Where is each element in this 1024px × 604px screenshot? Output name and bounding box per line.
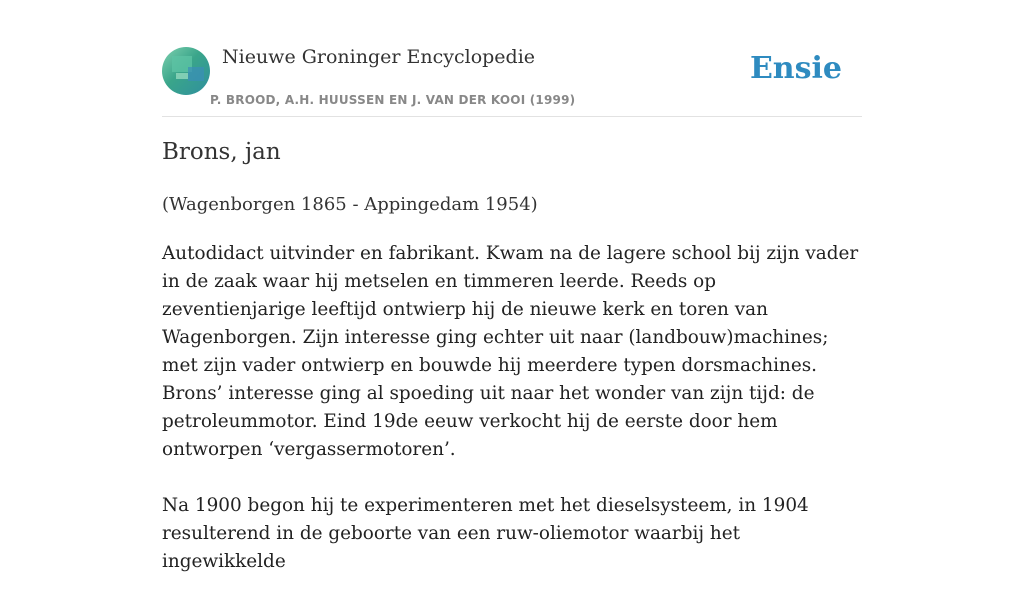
book-authors: P. BROOD, A.H. HUUSSEN EN J. VAN DER KOOI (1999) [210,93,576,107]
header [162,0,862,117]
entry-subtitle: (Wagenborgen 1865 - Appingedam 1954) [162,194,538,215]
entry-title: Brons, jan [162,139,281,165]
ensie-logo[interactable]: Ensie [749,51,842,86]
book-title[interactable]: Nieuwe Groninger Encyclopedie [222,46,536,68]
book-cover-thumbnail[interactable] [162,47,210,95]
entry-paragraph: Autodidact uitvinder en fabrikant. Kwam na de lagere school bij zijn vader in de zaak waar hij metselen en timmeren leerde. Reeds op zeventienjarige leeftijd ontwierp hij de nieuwe kerk en toren van Wagenborgen. Zijn interesse ging echter uit naar (landbouw)machines; met zijn vader ontwierp en bouwde hij meerdere typen dorsmachines. Brons’ interesse ging al spoeding uit naar het wonder van zijn tijd: de petroleummotor. Eind 19de eeuw verkocht hij de eerste door hem ontworpen ‘vergassermotoren’. [162,243,859,460]
entry-paragraph: Na 1900 begon hij te experimenteren met het dieselsysteem, in 1904 resulterend in de geboorte van een ruw-oliemotor waarbij het ingewikkelde [162,495,809,572]
page [162,0,862,572]
entry-body [162,240,862,604]
